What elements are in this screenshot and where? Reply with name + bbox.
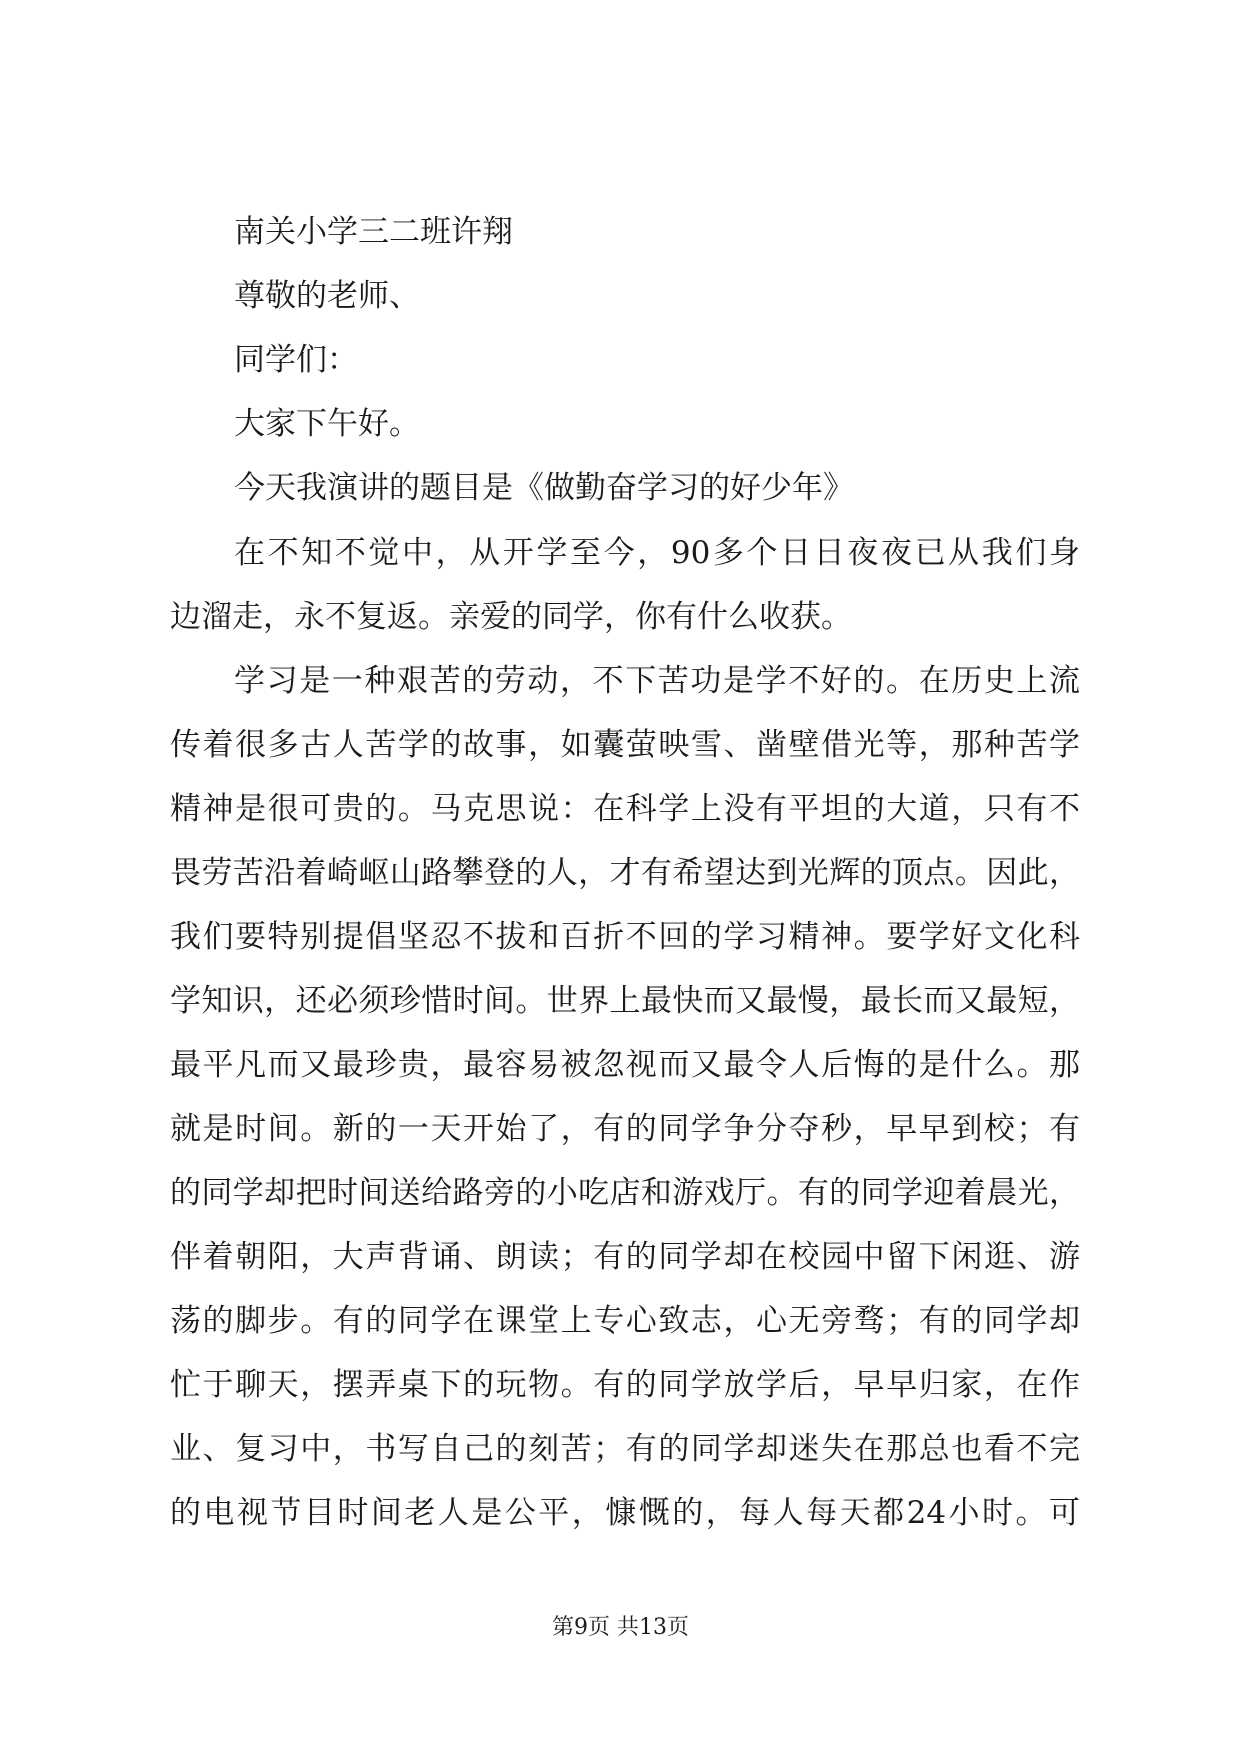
paragraph-line: 业、复习中，书写自己的刻苦；有的同学却迷失在那总也看不完 bbox=[170, 1431, 1080, 1467]
paragraph-line: 荡的脚步。有的同学在课堂上专心致志，心无旁骛；有的同学却 bbox=[170, 1303, 1080, 1339]
paragraph-line: 传着很多古人苦学的故事，如囊萤映雪、凿壁借光等，那种苦学 bbox=[170, 727, 1080, 763]
paragraph-line: 在不知不觉中，从开学至今，90多个日日夜夜已从我们身 bbox=[234, 535, 1080, 571]
paragraph-line: 边溜走，永不复返。亲爱的同学，你有什么收获。 bbox=[170, 599, 852, 635]
greeting-line: 大家下午好。 bbox=[234, 406, 420, 442]
paragraph-line: 学知识，还必须珍惜时间。世界上最快而又最慢，最长而又最短， bbox=[170, 983, 1080, 1019]
paragraph-line: 的电视节目时间老人是公平，慷慨的，每人每天都24小时。可 bbox=[170, 1495, 1080, 1531]
paragraph-line: 畏劳苦沿着崎岖山路攀登的人，才有希望达到光辉的顶点。因此， bbox=[170, 855, 1080, 891]
speech-title-line: 今天我演讲的题目是《做勤奋学习的好少年》 bbox=[234, 470, 854, 506]
paragraph-line: 伴着朝阳，大声背诵、朗读；有的同学却在校园中留下闲逛、游 bbox=[170, 1239, 1080, 1275]
paragraph-line: 忙于聊天，摆弄桌下的玩物。有的同学放学后，早早归家，在作 bbox=[170, 1367, 1080, 1403]
page-footer: 第9页 共13页 bbox=[552, 1615, 689, 1640]
paragraph-line: 最平凡而又最珍贵，最容易被忽视而又最令人后悔的是什么。那 bbox=[170, 1047, 1080, 1083]
paragraph-line: 学习是一种艰苦的劳动，不下苦功是学不好的。在历史上流 bbox=[234, 663, 1080, 699]
salutation-line-2: 同学们： bbox=[234, 342, 358, 378]
paragraph-line: 就是时间。新的一天开始了，有的同学争分夺秒，早早到校；有 bbox=[170, 1111, 1080, 1147]
salutation-line-1: 尊敬的老师、 bbox=[234, 278, 420, 314]
paragraph-line: 精神是很可贵的。马克思说：在科学上没有平坦的大道，只有不 bbox=[170, 791, 1080, 827]
paragraph-line: 的同学却把时间送给路旁的小吃店和游戏厅。有的同学迎着晨光， bbox=[170, 1175, 1080, 1211]
paragraph-line: 我们要特别提倡坚忍不拔和百折不回的学习精神。要学好文化科 bbox=[170, 919, 1080, 955]
author-line: 南关小学三二班许翔 bbox=[234, 214, 513, 250]
